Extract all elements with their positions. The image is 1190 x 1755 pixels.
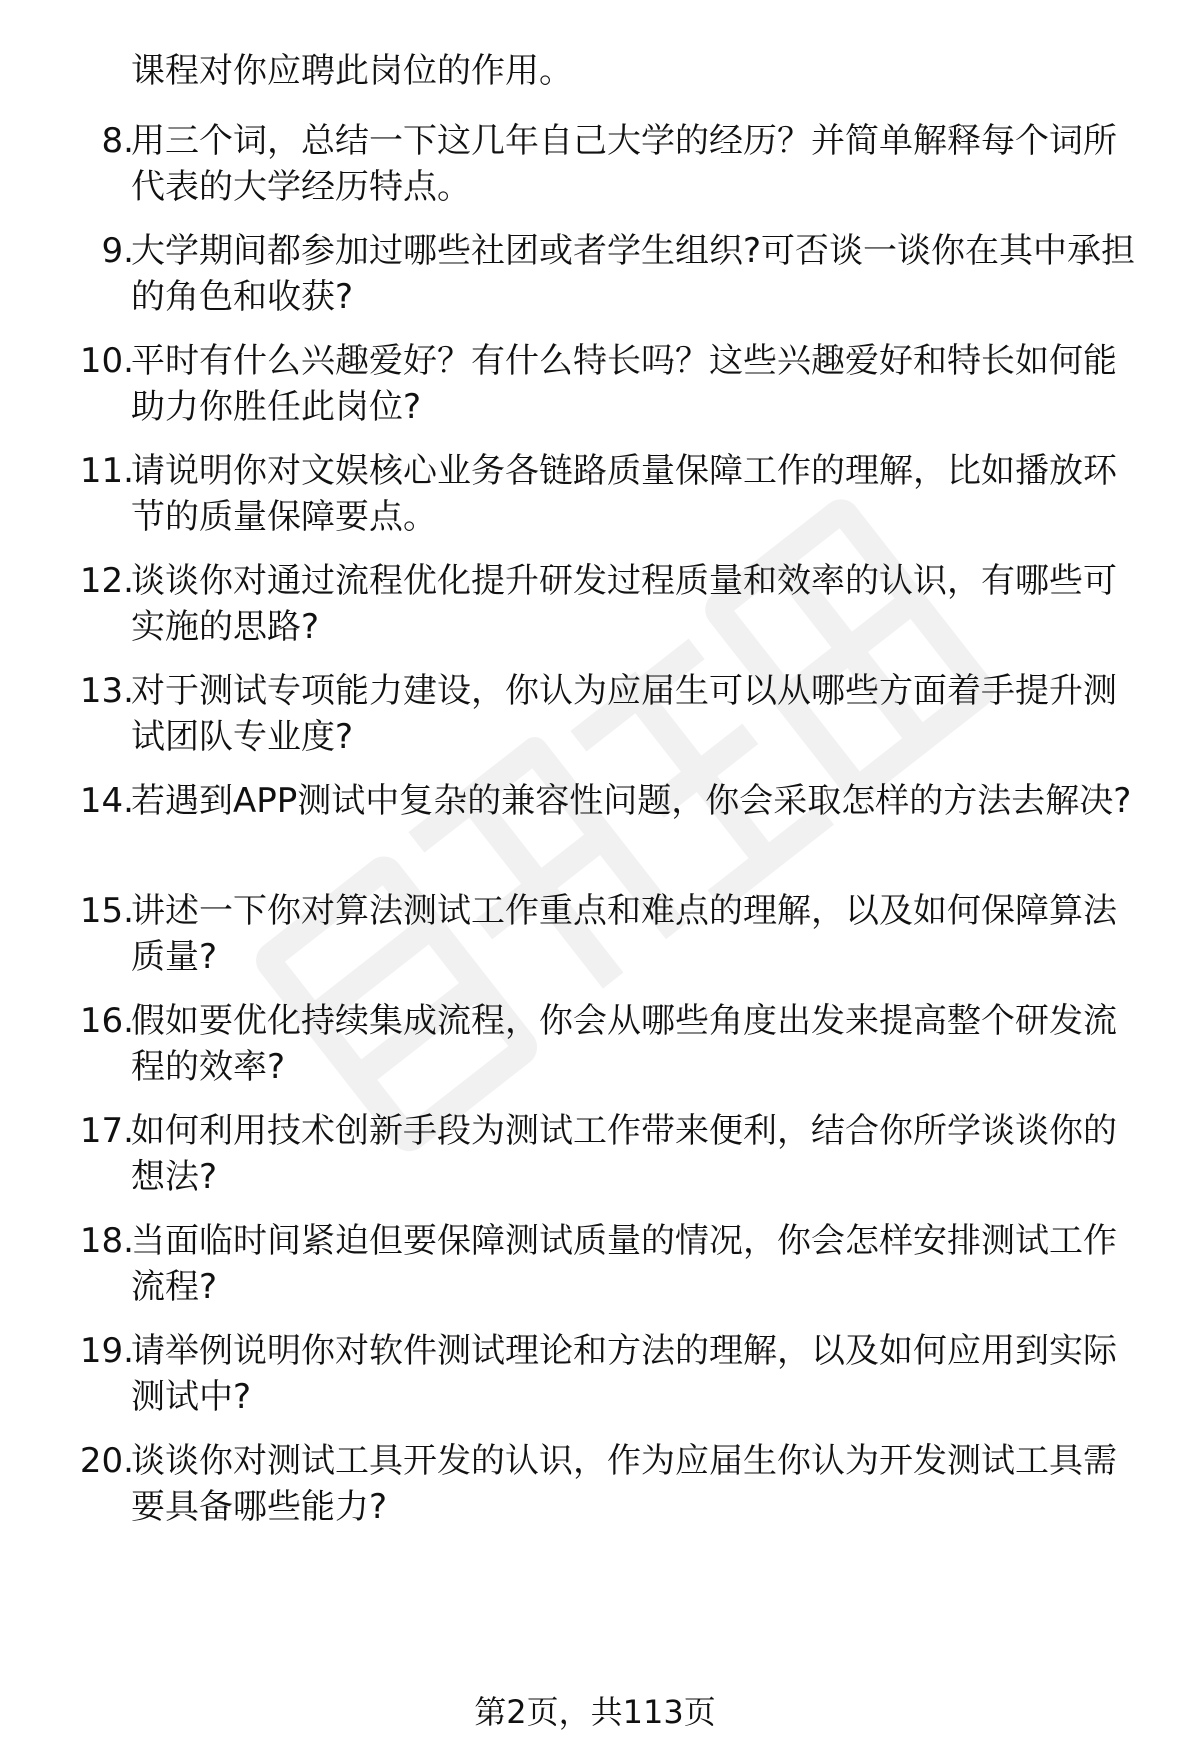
question-item-16: [0, 998, 1190, 1098]
question-number: 20.: [79, 1441, 134, 1481]
question-number: 15.: [79, 891, 134, 931]
question-text: 谈谈你对通过流程优化提升研发过程质量和效率的认识，有哪些可实施的思路?: [131, 561, 1117, 647]
question-number: 12.: [79, 561, 134, 601]
question-text: 如何利用技术创新手段为测试工作带来便利，结合你所学谈谈你的想法?: [131, 1111, 1117, 1197]
question-item-20: [0, 1438, 1190, 1538]
question-number: 9.: [101, 231, 134, 271]
question-text: 讲述一下你对算法测试工作重点和难点的理解，以及如何保障算法质量?: [131, 891, 1117, 977]
question-text: 请说明你对文娱核心业务各链路质量保障工作的理解，比如播放环节的质量保障要点。: [131, 451, 1117, 537]
question-item-14: [0, 778, 1190, 878]
page-footer: 第2页，共113页: [474, 1693, 716, 1731]
question-number: 14.: [79, 781, 134, 821]
question-number: 13.: [79, 671, 134, 711]
question-item-9: [0, 228, 1190, 328]
question-number: 16.: [79, 1001, 134, 1041]
continuation-text: 课程对你应聘此岗位的作用。: [131, 51, 573, 91]
question-item-15: [0, 888, 1190, 988]
question-text: 对于测试专项能力建设，你认为应届生可以从哪些方面着手提升测试团队专业度?: [131, 671, 1117, 757]
question-item-11: [0, 448, 1190, 548]
question-text: 大学期间都参加过哪些社团或者学生组织?可否谈一谈你在其中承担的角色和收获?: [131, 231, 1136, 317]
question-text: 假如要优化持续集成流程，你会从哪些角度出发来提高整个研发流程的效率?: [131, 1001, 1117, 1087]
question-text: 平时有什么兴趣爱好？有什么特长吗？这些兴趣爱好和特长如何能助力你胜任此岗位?: [131, 341, 1117, 427]
question-text: 当面临时间紧迫但要保障测试质量的情况，你会怎样安排测试工作流程?: [131, 1221, 1117, 1307]
question-text: 若遇到APP测试中复杂的兼容性问题，你会采取怎样的方法去解决?: [131, 781, 1132, 821]
question-item-13: [0, 668, 1190, 768]
question-item-8: [0, 118, 1190, 218]
question-item-17: [0, 1108, 1190, 1208]
question-number: 19.: [79, 1331, 134, 1371]
question-text: 用三个词，总结一下这几年自己大学的经历？并简单解释每个词所代表的大学经历特点。: [131, 121, 1117, 207]
question-number: 17.: [79, 1111, 134, 1151]
question-item-19: [0, 1328, 1190, 1428]
question-text: 请举例说明你对软件测试理论和方法的理解，以及如何应用到实际测试中?: [131, 1331, 1117, 1417]
question-number: 18.: [79, 1221, 134, 1261]
question-number: 8.: [101, 121, 134, 161]
question-text: 谈谈你对测试工具开发的认识，作为应届生你认为开发测试工具需要具备哪些能力?: [131, 1441, 1117, 1527]
question-item-10: [0, 338, 1190, 438]
question-item-12: [0, 558, 1190, 658]
question-number: 10.: [79, 341, 134, 381]
question-item-18: [0, 1218, 1190, 1318]
question-number: 11.: [79, 451, 134, 491]
